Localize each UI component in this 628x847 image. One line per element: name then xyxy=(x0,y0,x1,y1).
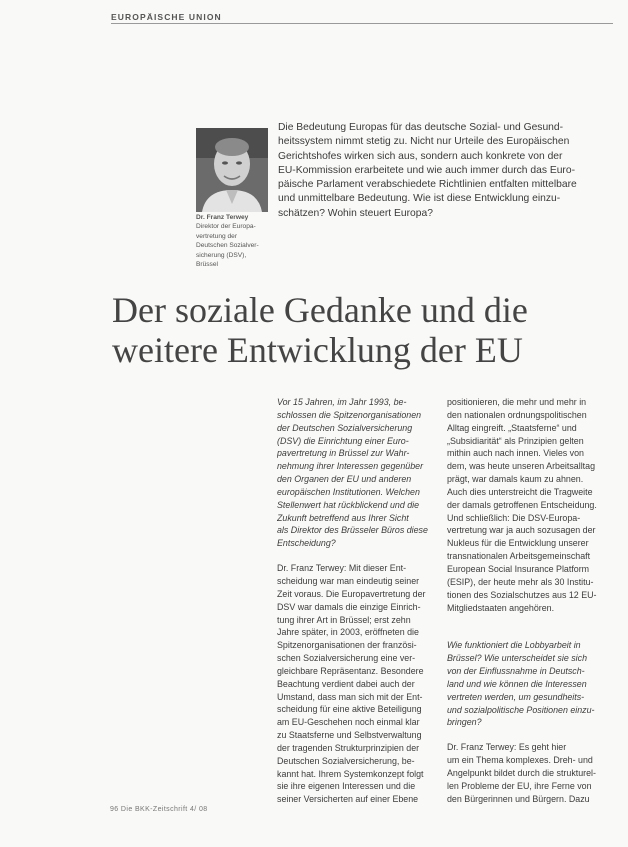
author-portrait-image xyxy=(196,128,268,212)
caption-line: Direktor der Europa- xyxy=(196,223,256,231)
article-line: Und schließlich: Die DSV-Europa- xyxy=(447,512,581,523)
article-line: prägt, war damals kaum zu ahnen. xyxy=(447,474,584,485)
interview-answer: Jahre später, in 2003, eröffneten die xyxy=(277,627,419,638)
headline-line-1: Der soziale Gedanke und die xyxy=(112,290,528,330)
interview-answer: den Bürgerinnen und Bürgern. Dazu xyxy=(447,793,590,804)
interview-answer: der tragenden Strukturprinzipien der xyxy=(277,742,420,753)
interview-answer: Dr. Franz Terwey: Mit dieser Ent- xyxy=(277,563,407,574)
article-line: Nukleus für die Entwicklung unserer xyxy=(447,538,589,549)
article-column-right xyxy=(447,396,609,805)
article-line: „Subsidiarität“ als Prinzipien gelten xyxy=(447,435,584,446)
caption-line: sicherung (DSV), xyxy=(196,251,247,259)
interview-question: Stellenwert hat rückblickend und die xyxy=(277,499,420,510)
interview-question: europäischen Institutionen. Welchen xyxy=(277,486,420,497)
interview-answer: kannt hat. Ihrem Systemkonzept folgt xyxy=(277,768,424,779)
interview-question: als Direktor des Brüsseler Büros diese xyxy=(277,525,428,536)
interview-question: schlossen die Spitzenorganisationen xyxy=(277,409,422,420)
intro-line: Die Bedeutung Europas für das deutsche Sozial- und Gesund- xyxy=(278,122,564,133)
intro-line: Gerichtshofes wirken sich aus, sondern auch konkrete von der xyxy=(278,150,563,162)
article-line: Mitgliedstaaten angehören. xyxy=(447,602,555,613)
article-line: mithin auch nach innen. Vieles von xyxy=(447,448,584,459)
article-column-left xyxy=(277,396,437,806)
article-line: dem, was heute unseren Arbeitsalltag xyxy=(447,461,596,472)
intro-line: schätzen? Wohin steuert Europa? xyxy=(278,207,433,219)
article-line: European Social Insurance Platform xyxy=(447,563,590,574)
interview-question: Wie funktioniert die Lobbyarbeit in xyxy=(447,640,581,651)
article-line: Auch dies unterstreicht die Tragweite xyxy=(447,486,593,497)
article-line: Alltag eingreift. „Staatsferne“ und xyxy=(447,422,577,433)
interview-answer: scheidung für eine aktive Beteiligung xyxy=(277,704,422,715)
page-footer: 96 Die BKK-Zeitschrift 4/ 08 xyxy=(110,806,208,813)
interview-question: bringen? xyxy=(447,717,482,728)
article-line: der damals getroffenen Entscheidung. xyxy=(447,499,597,510)
interview-answer: sie ihre eigenen Interessen und die xyxy=(277,781,416,792)
paragraph-gap xyxy=(277,550,437,562)
article-line: positionieren, die mehr und mehr in xyxy=(447,397,587,407)
interview-answer: len Probleme der EU, ihre Ferne von xyxy=(447,780,592,791)
caption-line: Brüssel xyxy=(196,261,218,269)
interview-answer: seiner Versicherten auf einer Ebene xyxy=(277,794,419,805)
interview-answer: Beachtung verdient dabei auch der xyxy=(277,678,415,689)
interview-answer: zu Staatsferne und Selbstverwaltung xyxy=(277,730,422,741)
interview-answer: Dr. Franz Terwey: Es geht hier xyxy=(447,742,567,753)
paragraph-gap xyxy=(447,614,609,639)
intro-paragraph xyxy=(278,121,600,221)
interview-question: pavertretung in Brüssel zur Wahr- xyxy=(277,448,410,459)
headline-line-2: weitere Entwicklung der EU xyxy=(112,330,523,370)
interview-answer: tung ihrer Art in Brüssel; erst zehn xyxy=(277,614,411,625)
interview-answer: Angelpunkt bildet durch die strukturel- xyxy=(447,767,596,778)
caption-line: vertretung der xyxy=(196,232,238,240)
interview-question: Vor 15 Jahren, im Jahr 1993, be- xyxy=(277,397,407,407)
article-line: transnationalen Arbeitsgemeinschaft xyxy=(447,551,591,562)
article-line: (ESIP), der heute mehr als 30 Institu- xyxy=(447,576,594,587)
interview-answer: Deutschen Sozialversicherung, be- xyxy=(277,755,415,766)
interview-question: der Deutschen Sozialversicherung xyxy=(277,422,413,433)
interview-answer: am EU-Geschehen noch einmal klar xyxy=(277,717,420,728)
interview-question: von der Einflussnahme in Deutsch- xyxy=(447,666,585,677)
intro-line: und unmittelbare Bedeutung. Wie ist diese Entwicklung einzu- xyxy=(278,193,561,205)
caption-line: Dr. Franz Terwey xyxy=(196,214,249,221)
interview-answer: Spitzenorganisationen der französi- xyxy=(277,640,417,651)
article-line: tionen des Sozialschutzes aus 12 EU- xyxy=(447,589,597,600)
interview-question: und sozialpolitische Positionen einzu- xyxy=(447,704,595,715)
interview-question: den Organen der EU und anderen xyxy=(277,474,412,485)
author-caption xyxy=(196,213,276,269)
caption-line: Deutschen Sozialver- xyxy=(196,242,259,250)
author-photo xyxy=(196,128,268,212)
paragraph-gap xyxy=(447,729,609,741)
interview-answer: schen Sozialversicherung eine ver- xyxy=(277,653,416,664)
interview-answer: scheidung war man eindeutig seiner xyxy=(277,575,420,586)
interview-question: Zukunft betreffend aus Ihrer Sicht xyxy=(277,512,409,523)
interview-answer: Umstand, dass man sich mit der Ent- xyxy=(277,691,423,702)
article-line: den nationalen ordnungspolitischen xyxy=(447,409,587,420)
interview-answer: um ein Thema komplexes. Dreh- und xyxy=(447,755,593,766)
interview-question: nehmung ihrer Interessen gegenüber xyxy=(277,461,424,472)
interview-answer: Zeit voraus. Die Europavertretung der xyxy=(277,588,426,599)
section-divider xyxy=(111,23,613,24)
article-line: vertretung war ja auch sozusagen der xyxy=(447,525,596,536)
interview-answer: gleichbare Repräsentanz. Besondere xyxy=(277,665,424,676)
intro-line: heitssystem nimmt stetig zu. Nicht nur Urteile des Europäischen xyxy=(278,136,570,148)
interview-question: vertreten werden, um gesundheits- xyxy=(447,691,585,702)
interview-question: land und wie können die Interessen xyxy=(447,678,587,689)
intro-line: päische Parlament verabschiedete Richtlinien entfalten mittelbare xyxy=(278,179,577,191)
intro-line: EU-Kommission erarbeitete und wie auch immer durch das Euro- xyxy=(278,164,576,176)
section-label: EUROPÄISCHE UNION xyxy=(111,12,222,22)
interview-question: (DSV) die Einrichtung einer Euro- xyxy=(277,435,409,446)
interview-question: Brüssel? Wie unterscheidet sie sich xyxy=(447,653,588,664)
interview-question: Entscheidung? xyxy=(277,538,336,549)
article-headline xyxy=(112,290,612,370)
interview-answer: DSV war damals die einzige Einrich- xyxy=(277,601,421,612)
